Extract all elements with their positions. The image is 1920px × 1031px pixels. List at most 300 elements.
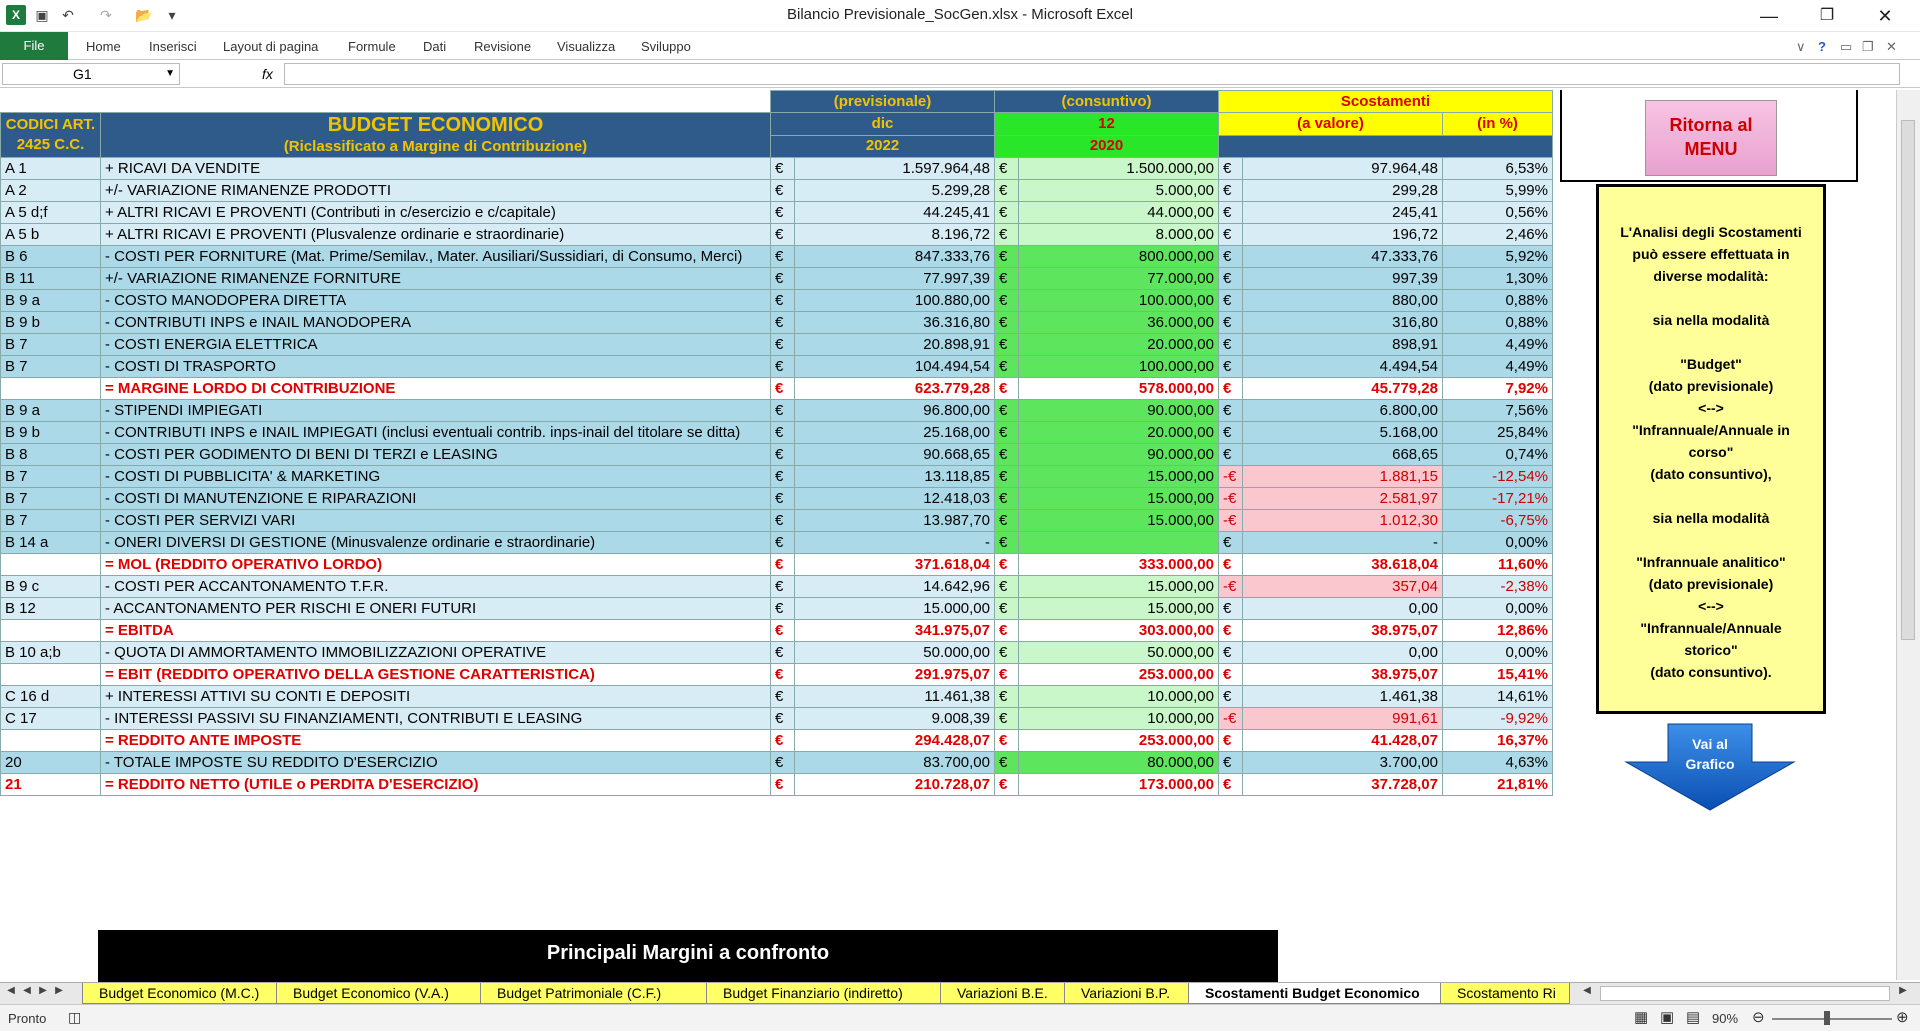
row-code[interactable]: B 12	[1, 598, 101, 620]
row-code[interactable]: B 7	[1, 466, 101, 488]
row-code[interactable]	[1, 554, 101, 576]
row-euro-prev[interactable]: €	[771, 312, 795, 334]
row-description[interactable]: + INTERESSI ATTIVI SU CONTI E DEPOSITI	[101, 686, 771, 708]
tab-layout[interactable]: Layout di pagina	[223, 39, 319, 54]
sheet-tab[interactable]: Scostamenti Budget Economico	[1188, 983, 1446, 1004]
row-cons-value[interactable]: 20.000,00	[1019, 334, 1219, 356]
row-diff-value[interactable]: 1.881,15	[1243, 466, 1443, 488]
row-cons-value[interactable]: 800.000,00	[1019, 246, 1219, 268]
help-icon[interactable]: ?	[1818, 39, 1826, 54]
minimize-icon[interactable]: —	[1760, 6, 1778, 26]
row-cons-value[interactable]: 8.000,00	[1019, 224, 1219, 246]
row-prev-value[interactable]: 12.418,03	[795, 488, 995, 510]
row-code[interactable]	[1, 620, 101, 642]
horizontal-scrollbar[interactable]	[1600, 986, 1890, 1001]
row-prev-value[interactable]: 5.299,28	[795, 180, 995, 202]
row-diff-sign[interactable]: €	[1219, 378, 1243, 400]
tab-formule[interactable]: Formule	[348, 39, 396, 54]
row-description[interactable]: - COSTI PER FORNITURE (Mat. Prime/Semilav., Mater. Ausiliari/Sussidiari, di Consumo, Merci)	[101, 246, 771, 268]
vertical-scrollbar[interactable]	[1896, 90, 1920, 980]
row-diff-value[interactable]: 668,65	[1243, 444, 1443, 466]
row-description[interactable]: + RICAVI DA VENDITE	[101, 158, 771, 180]
row-diff-pct[interactable]: 6,53%	[1443, 158, 1553, 180]
ritorna-al-menu-button[interactable]: Ritorna al MENU	[1645, 100, 1777, 176]
tab-home[interactable]: Home	[86, 39, 121, 54]
row-diff-pct[interactable]: 2,46%	[1443, 224, 1553, 246]
row-code[interactable]	[1, 378, 101, 400]
formula-input[interactable]	[284, 63, 1900, 85]
row-diff-sign[interactable]: -€	[1219, 488, 1243, 510]
row-description[interactable]: + ALTRI RICAVI E PROVENTI (Contributi in c/esercizio e c/capitale)	[101, 202, 771, 224]
row-diff-pct[interactable]: -17,21%	[1443, 488, 1553, 510]
row-diff-pct[interactable]: 0,00%	[1443, 532, 1553, 554]
row-description[interactable]: = MARGINE LORDO DI CONTRIBUZIONE	[101, 378, 771, 400]
row-diff-sign[interactable]: €	[1219, 752, 1243, 774]
row-code[interactable]: A 1	[1, 158, 101, 180]
tab-scroll-right-icon[interactable]: ▶	[1899, 985, 1907, 996]
row-euro-prev[interactable]: €	[771, 290, 795, 312]
excel-logo-icon[interactable]: X	[6, 5, 26, 25]
row-prev-value[interactable]: 50.000,00	[795, 642, 995, 664]
row-description[interactable]: = MOL (REDDITO OPERATIVO LORDO)	[101, 554, 771, 576]
first-sheet-icon[interactable]: ◀	[7, 985, 15, 996]
row-diff-sign[interactable]: €	[1219, 356, 1243, 378]
row-prev-value[interactable]: 294.428,07	[795, 730, 995, 752]
sheet-tab[interactable]: Budget Patrimoniale (C.F.)	[480, 983, 712, 1004]
row-diff-pct[interactable]: 4,63%	[1443, 752, 1553, 774]
row-diff-value[interactable]: -	[1243, 532, 1443, 554]
row-diff-sign[interactable]: €	[1219, 620, 1243, 642]
row-code[interactable]: B 10 a;b	[1, 642, 101, 664]
row-euro-prev[interactable]: €	[771, 180, 795, 202]
row-code[interactable]: B 8	[1, 444, 101, 466]
row-euro-prev[interactable]: €	[771, 664, 795, 686]
row-diff-value[interactable]: 357,04	[1243, 576, 1443, 598]
row-euro-cons[interactable]: €	[995, 708, 1019, 730]
row-diff-value[interactable]: 316,80	[1243, 312, 1443, 334]
row-diff-pct[interactable]: 0,00%	[1443, 598, 1553, 620]
row-description[interactable]: - COSTI PER SERVIZI VARI	[101, 510, 771, 532]
row-euro-prev[interactable]: €	[771, 598, 795, 620]
row-prev-value[interactable]: 13.118,85	[795, 466, 995, 488]
row-diff-sign[interactable]: €	[1219, 642, 1243, 664]
row-prev-value[interactable]: 623.779,28	[795, 378, 995, 400]
row-euro-prev[interactable]: €	[771, 158, 795, 180]
row-diff-pct[interactable]: 11,60%	[1443, 554, 1553, 576]
row-diff-value[interactable]: 1.012,30	[1243, 510, 1443, 532]
row-description[interactable]: - INTERESSI PASSIVI SU FINANZIAMENTI, CONTRIBUTI E LEASING	[101, 708, 771, 730]
row-code[interactable]	[1, 730, 101, 752]
row-diff-sign[interactable]: €	[1219, 664, 1243, 686]
row-euro-cons[interactable]: €	[995, 224, 1019, 246]
tab-revisione[interactable]: Revisione	[474, 39, 532, 54]
row-euro-cons[interactable]: €	[995, 620, 1019, 642]
row-euro-prev[interactable]: €	[771, 334, 795, 356]
row-diff-sign[interactable]: €	[1219, 246, 1243, 268]
row-diff-pct[interactable]: 12,86%	[1443, 620, 1553, 642]
redo-icon[interactable]: ↷	[100, 7, 112, 23]
row-diff-sign[interactable]: €	[1219, 158, 1243, 180]
row-code[interactable]: B 7	[1, 334, 101, 356]
tab-visualizza[interactable]: Visualizza	[557, 39, 616, 54]
row-euro-cons[interactable]: €	[995, 400, 1019, 422]
row-description[interactable]: - STIPENDI IMPIEGATI	[101, 400, 771, 422]
row-diff-pct[interactable]: 15,41%	[1443, 664, 1553, 686]
row-diff-value[interactable]: 0,00	[1243, 598, 1443, 620]
zoom-slider[interactable]	[1772, 1018, 1892, 1020]
save-icon[interactable]: ▣	[35, 7, 49, 23]
row-diff-pct[interactable]: 7,56%	[1443, 400, 1553, 422]
row-diff-pct[interactable]: -12,54%	[1443, 466, 1553, 488]
row-code[interactable]: B 9 a	[1, 290, 101, 312]
row-diff-pct[interactable]: 4,49%	[1443, 356, 1553, 378]
row-diff-pct[interactable]: 0,88%	[1443, 312, 1553, 334]
row-prev-value[interactable]: 291.975,07	[795, 664, 995, 686]
row-code[interactable]: B 9 b	[1, 312, 101, 334]
row-cons-value[interactable]: 44.000,00	[1019, 202, 1219, 224]
row-cons-value[interactable]: 5.000,00	[1019, 180, 1219, 202]
row-euro-cons[interactable]: €	[995, 422, 1019, 444]
row-diff-value[interactable]: 245,41	[1243, 202, 1443, 224]
row-euro-cons[interactable]: €	[995, 202, 1019, 224]
row-diff-sign[interactable]: €	[1219, 180, 1243, 202]
row-diff-pct[interactable]: 25,84%	[1443, 422, 1553, 444]
row-description[interactable]: +/- VARIAZIONE RIMANENZE PRODOTTI	[101, 180, 771, 202]
row-diff-value[interactable]: 37.728,07	[1243, 774, 1443, 796]
row-diff-value[interactable]: 4.494,54	[1243, 356, 1443, 378]
row-cons-value[interactable]: 80.000,00	[1019, 752, 1219, 774]
row-code[interactable]: B 9 c	[1, 576, 101, 598]
row-euro-prev[interactable]: €	[771, 620, 795, 642]
name-box[interactable]	[2, 63, 180, 85]
row-euro-prev[interactable]: €	[771, 488, 795, 510]
row-euro-cons[interactable]: €	[995, 180, 1019, 202]
row-code[interactable]: B 6	[1, 246, 101, 268]
row-euro-cons[interactable]: €	[995, 664, 1019, 686]
row-euro-prev[interactable]: €	[771, 576, 795, 598]
close-workbook-icon[interactable]: ✕	[1886, 39, 1897, 54]
row-euro-cons[interactable]: €	[995, 444, 1019, 466]
row-description[interactable]: - COSTI PER ACCANTONAMENTO T.F.R.	[101, 576, 771, 598]
row-prev-value[interactable]: 1.597.964,48	[795, 158, 995, 180]
row-prev-value[interactable]: 96.800,00	[795, 400, 995, 422]
row-code[interactable]: 21	[1, 774, 101, 796]
row-cons-value[interactable]: 50.000,00	[1019, 642, 1219, 664]
row-diff-pct[interactable]: -6,75%	[1443, 510, 1553, 532]
row-code[interactable]: 20	[1, 752, 101, 774]
row-cons-value[interactable]: 333.000,00	[1019, 554, 1219, 576]
row-euro-cons[interactable]: €	[995, 532, 1019, 554]
row-description[interactable]: - CONTRIBUTI INPS e INAIL IMPIEGATI (inclusi eventuali contrib. inps-inail del titolare se ditta)	[101, 422, 771, 444]
row-description[interactable]: - COSTI DI PUBBLICITA' & MARKETING	[101, 466, 771, 488]
row-euro-cons[interactable]: €	[995, 576, 1019, 598]
row-code[interactable]: B 9 b	[1, 422, 101, 444]
row-code[interactable]: C 16 d	[1, 686, 101, 708]
row-code[interactable]: B 14 a	[1, 532, 101, 554]
row-description[interactable]: + ALTRI RICAVI E PROVENTI (Plusvalenze ordinarie e straordinarie)	[101, 224, 771, 246]
row-description[interactable]: - COSTI DI TRASPORTO	[101, 356, 771, 378]
macro-record-icon[interactable]: ◫	[68, 1009, 82, 1025]
row-description[interactable]: - ACCANTONAMENTO PER RISCHI E ONERI FUTURI	[101, 598, 771, 620]
sheet-tab[interactable]: Budget Economico (M.C.)	[82, 983, 282, 1004]
row-euro-prev[interactable]: €	[771, 444, 795, 466]
row-cons-value[interactable]: 100.000,00	[1019, 356, 1219, 378]
row-diff-pct[interactable]: 5,92%	[1443, 246, 1553, 268]
row-euro-prev[interactable]: €	[771, 708, 795, 730]
row-prev-value[interactable]: 13.987,70	[795, 510, 995, 532]
row-code[interactable]: B 11	[1, 268, 101, 290]
row-diff-sign[interactable]: €	[1219, 224, 1243, 246]
row-diff-value[interactable]: 299,28	[1243, 180, 1443, 202]
row-description[interactable]: - CONTRIBUTI INPS e INAIL MANODOPERA	[101, 312, 771, 334]
row-diff-pct[interactable]: 5,99%	[1443, 180, 1553, 202]
row-diff-pct[interactable]: 0,88%	[1443, 290, 1553, 312]
row-code[interactable]: C 17	[1, 708, 101, 730]
row-code[interactable]: B 9 a	[1, 400, 101, 422]
row-prev-value[interactable]: 14.642,96	[795, 576, 995, 598]
row-diff-pct[interactable]: 7,92%	[1443, 378, 1553, 400]
scroll-thumb[interactable]	[1901, 120, 1915, 640]
row-diff-sign[interactable]: -€	[1219, 510, 1243, 532]
row-diff-value[interactable]: 38.975,07	[1243, 664, 1443, 686]
row-diff-value[interactable]: 5.168,00	[1243, 422, 1443, 444]
row-euro-prev[interactable]: €	[771, 378, 795, 400]
row-diff-value[interactable]: 3.700,00	[1243, 752, 1443, 774]
row-cons-value[interactable]	[1019, 532, 1219, 554]
normal-view-icon[interactable]: ▦	[1634, 1009, 1649, 1026]
row-cons-value[interactable]: 253.000,00	[1019, 664, 1219, 686]
prev-sheet-icon[interactable]: ◀	[23, 985, 31, 996]
row-cons-value[interactable]: 303.000,00	[1019, 620, 1219, 642]
vai-al-grafico-button[interactable]: Vai al Grafico	[1624, 722, 1796, 812]
sheet-tab[interactable]: Variazioni B.E.	[940, 983, 1070, 1004]
row-euro-cons[interactable]: €	[995, 598, 1019, 620]
row-diff-sign[interactable]: €	[1219, 400, 1243, 422]
row-diff-sign[interactable]: €	[1219, 686, 1243, 708]
row-cons-value[interactable]: 1.500.000,00	[1019, 158, 1219, 180]
row-diff-value[interactable]: 880,00	[1243, 290, 1443, 312]
next-sheet-icon[interactable]: ▶	[39, 985, 47, 996]
row-cons-value[interactable]: 90.000,00	[1019, 444, 1219, 466]
zoom-slider-thumb[interactable]	[1824, 1011, 1830, 1025]
row-diff-pct[interactable]: 0,56%	[1443, 202, 1553, 224]
sheet-tab[interactable]: Budget Economico (V.A.)	[276, 983, 486, 1004]
row-prev-value[interactable]: -	[795, 532, 995, 554]
row-prev-value[interactable]: 83.700,00	[795, 752, 995, 774]
row-euro-cons[interactable]: €	[995, 268, 1019, 290]
row-euro-prev[interactable]: €	[771, 400, 795, 422]
row-code[interactable]: B 7	[1, 510, 101, 532]
row-diff-value[interactable]: 47.333,76	[1243, 246, 1443, 268]
row-diff-pct[interactable]: 4,49%	[1443, 334, 1553, 356]
row-description[interactable]: - COSTI DI MANUTENZIONE E RIPARAZIONI	[101, 488, 771, 510]
row-euro-cons[interactable]: €	[995, 356, 1019, 378]
row-diff-value[interactable]: 0,00	[1243, 642, 1443, 664]
sheet-tab[interactable]: Variazioni B.P.	[1064, 983, 1194, 1004]
row-euro-prev[interactable]: €	[771, 202, 795, 224]
row-prev-value[interactable]: 9.008,39	[795, 708, 995, 730]
file-tab[interactable]: File	[0, 32, 68, 60]
row-euro-prev[interactable]: €	[771, 554, 795, 576]
row-diff-value[interactable]: 38.975,07	[1243, 620, 1443, 642]
zoom-in-icon[interactable]: ⊕	[1896, 1009, 1909, 1026]
row-euro-cons[interactable]: €	[995, 378, 1019, 400]
row-diff-sign[interactable]: €	[1219, 554, 1243, 576]
row-euro-cons[interactable]: €	[995, 246, 1019, 268]
row-euro-prev[interactable]: €	[771, 422, 795, 444]
row-diff-value[interactable]: 898,91	[1243, 334, 1443, 356]
row-prev-value[interactable]: 90.668,65	[795, 444, 995, 466]
row-diff-pct[interactable]: 0,00%	[1443, 642, 1553, 664]
row-prev-value[interactable]: 341.975,07	[795, 620, 995, 642]
row-cons-value[interactable]: 77.000,00	[1019, 268, 1219, 290]
row-code[interactable]: A 5 b	[1, 224, 101, 246]
close-icon[interactable]: ✕	[1877, 6, 1893, 26]
min-workbook-icon[interactable]: ▭	[1840, 39, 1853, 54]
row-euro-cons[interactable]: €	[995, 686, 1019, 708]
row-cons-value[interactable]: 100.000,00	[1019, 290, 1219, 312]
row-diff-value[interactable]: 1.461,38	[1243, 686, 1443, 708]
row-euro-cons[interactable]: €	[995, 730, 1019, 752]
row-prev-value[interactable]: 36.316,80	[795, 312, 995, 334]
row-euro-cons[interactable]: €	[995, 752, 1019, 774]
row-diff-value[interactable]: 6.800,00	[1243, 400, 1443, 422]
tab-sviluppo[interactable]: Sviluppo	[641, 39, 691, 54]
row-cons-value[interactable]: 15.000,00	[1019, 488, 1219, 510]
row-code[interactable]	[1, 664, 101, 686]
open-folder-icon[interactable]: 📂	[135, 7, 153, 23]
customize-quick-access-icon[interactable]: ▾	[168, 7, 176, 23]
row-cons-value[interactable]: 10.000,00	[1019, 708, 1219, 730]
page-layout-view-icon[interactable]: ▣	[1660, 1009, 1675, 1026]
row-description[interactable]: - QUOTA DI AMMORTAMENTO IMMOBILIZZAZIONI OPERATIVE	[101, 642, 771, 664]
row-euro-prev[interactable]: €	[771, 730, 795, 752]
row-diff-pct[interactable]: -9,92%	[1443, 708, 1553, 730]
row-cons-value[interactable]: 253.000,00	[1019, 730, 1219, 752]
undo-icon[interactable]: ↶	[62, 7, 74, 23]
row-euro-cons[interactable]: €	[995, 554, 1019, 576]
row-diff-value[interactable]: 196,72	[1243, 224, 1443, 246]
row-prev-value[interactable]: 847.333,76	[795, 246, 995, 268]
row-prev-value[interactable]: 44.245,41	[795, 202, 995, 224]
row-diff-sign[interactable]: -€	[1219, 466, 1243, 488]
row-diff-value[interactable]: 38.618,04	[1243, 554, 1443, 576]
row-euro-prev[interactable]: €	[771, 752, 795, 774]
sheet-tab[interactable]: Budget Finanziario (indiretto)	[706, 983, 946, 1004]
last-sheet-icon[interactable]: ▶	[55, 985, 63, 996]
row-prev-value[interactable]: 11.461,38	[795, 686, 995, 708]
row-euro-cons[interactable]: €	[995, 774, 1019, 796]
row-cons-value[interactable]: 36.000,00	[1019, 312, 1219, 334]
row-prev-value[interactable]: 371.618,04	[795, 554, 995, 576]
restore-icon[interactable]: ❐	[1819, 7, 1835, 24]
row-prev-value[interactable]: 210.728,07	[795, 774, 995, 796]
row-diff-pct[interactable]: 0,74%	[1443, 444, 1553, 466]
row-euro-prev[interactable]: €	[771, 510, 795, 532]
row-cons-value[interactable]: 10.000,00	[1019, 686, 1219, 708]
row-euro-prev[interactable]: €	[771, 686, 795, 708]
row-diff-pct[interactable]: 1,30%	[1443, 268, 1553, 290]
restore-workbook-icon[interactable]: ❐	[1862, 39, 1874, 54]
row-diff-value[interactable]: 97.964,48	[1243, 158, 1443, 180]
row-cons-value[interactable]: 15.000,00	[1019, 576, 1219, 598]
row-prev-value[interactable]: 77.997,39	[795, 268, 995, 290]
row-euro-prev[interactable]: €	[771, 356, 795, 378]
row-code[interactable]: B 7	[1, 356, 101, 378]
row-euro-prev[interactable]: €	[771, 268, 795, 290]
row-euro-prev[interactable]: €	[771, 774, 795, 796]
row-euro-prev[interactable]: €	[771, 246, 795, 268]
row-description[interactable]: = REDDITO NETTO (UTILE o PERDITA D'ESERCIZIO)	[101, 774, 771, 796]
row-diff-sign[interactable]: -€	[1219, 576, 1243, 598]
tab-dati[interactable]: Dati	[423, 39, 447, 54]
row-prev-value[interactable]: 25.168,00	[795, 422, 995, 444]
row-description[interactable]: = REDDITO ANTE IMPOSTE	[101, 730, 771, 752]
row-euro-cons[interactable]: €	[995, 466, 1019, 488]
tab-scroll-left-icon[interactable]: ◀	[1583, 985, 1591, 996]
row-euro-cons[interactable]: €	[995, 510, 1019, 532]
row-cons-value[interactable]: 15.000,00	[1019, 466, 1219, 488]
sheet-tab[interactable]: Scostamento Ri	[1440, 983, 1570, 1004]
row-euro-prev[interactable]: €	[771, 224, 795, 246]
row-description[interactable]: = EBITDA	[101, 620, 771, 642]
row-description[interactable]: - COSTI ENERGIA ELETTRICA	[101, 334, 771, 356]
row-code[interactable]: A 5 d;f	[1, 202, 101, 224]
row-cons-value[interactable]: 578.000,00	[1019, 378, 1219, 400]
row-cons-value[interactable]: 15.000,00	[1019, 598, 1219, 620]
row-diff-sign[interactable]: €	[1219, 268, 1243, 290]
page-break-view-icon[interactable]: ▤	[1686, 1009, 1701, 1026]
row-prev-value[interactable]: 8.196,72	[795, 224, 995, 246]
row-euro-cons[interactable]: €	[995, 488, 1019, 510]
row-cons-value[interactable]: 90.000,00	[1019, 400, 1219, 422]
row-description[interactable]: - TOTALE IMPOSTE SU REDDITO D'ESERCIZIO	[101, 752, 771, 774]
row-diff-pct[interactable]: -2,38%	[1443, 576, 1553, 598]
row-diff-sign[interactable]: €	[1219, 312, 1243, 334]
ribbon-collapse-icon[interactable]: ∨	[1796, 39, 1806, 54]
row-euro-prev[interactable]: €	[771, 642, 795, 664]
zoom-level[interactable]: 90%	[1712, 1011, 1739, 1026]
row-prev-value[interactable]: 20.898,91	[795, 334, 995, 356]
row-diff-sign[interactable]: €	[1219, 598, 1243, 620]
chart-title-box[interactable]: Principali Margini a confronto	[98, 930, 1278, 982]
row-euro-cons[interactable]: €	[995, 158, 1019, 180]
row-description[interactable]: +/- VARIAZIONE RIMANENZE FORNITURE	[101, 268, 771, 290]
row-code[interactable]: A 2	[1, 180, 101, 202]
row-prev-value[interactable]: 100.880,00	[795, 290, 995, 312]
row-prev-value[interactable]: 104.494,54	[795, 356, 995, 378]
row-diff-sign[interactable]: €	[1219, 774, 1243, 796]
row-diff-value[interactable]: 2.581,97	[1243, 488, 1443, 510]
row-cons-value[interactable]: 20.000,00	[1019, 422, 1219, 444]
row-description[interactable]: - COSTO MANODOPERA DIRETTA	[101, 290, 771, 312]
row-diff-sign[interactable]: €	[1219, 730, 1243, 752]
row-diff-sign[interactable]: €	[1219, 444, 1243, 466]
row-description[interactable]: - COSTI PER GODIMENTO DI BENI DI TERZI e LEASING	[101, 444, 771, 466]
chevron-down-icon[interactable]: ▼	[165, 68, 175, 79]
row-euro-cons[interactable]: €	[995, 290, 1019, 312]
row-cons-value[interactable]: 15.000,00	[1019, 510, 1219, 532]
row-diff-sign[interactable]: €	[1219, 202, 1243, 224]
row-cons-value[interactable]: 173.000,00	[1019, 774, 1219, 796]
row-diff-value[interactable]: 45.779,28	[1243, 378, 1443, 400]
row-code[interactable]: B 7	[1, 488, 101, 510]
row-description[interactable]: = EBIT (REDDITO OPERATIVO DELLA GESTIONE CARATTERISTICA)	[101, 664, 771, 686]
row-diff-pct[interactable]: 16,37%	[1443, 730, 1553, 752]
row-diff-sign[interactable]: €	[1219, 290, 1243, 312]
row-description[interactable]: - ONERI DIVERSI DI GESTIONE (Minusvalenze ordinarie e straordinarie)	[101, 532, 771, 554]
row-diff-value[interactable]: 41.428,07	[1243, 730, 1443, 752]
